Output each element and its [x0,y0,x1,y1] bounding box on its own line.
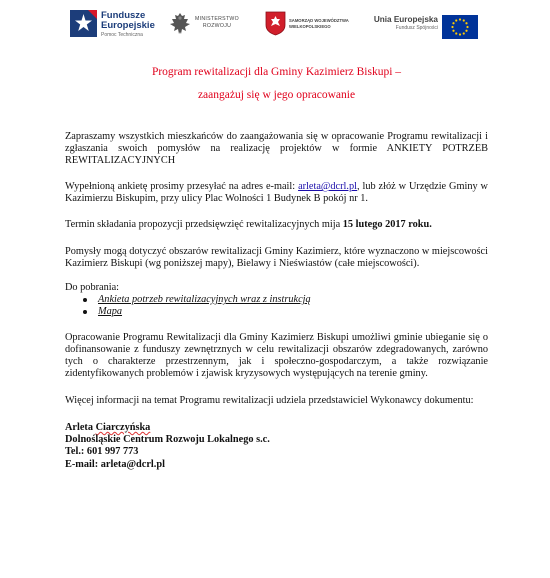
regional-shield-icon [265,11,286,36]
submission-email-link[interactable]: arleta@dcrl.pl [298,181,357,192]
contact-first-name: Arleta [65,422,94,433]
contact-email-line [65,459,488,471]
downloads-list [65,294,488,318]
program-benefits-paragraph: Opracowanie Programu Rewitalizacji dla Gminy Kazimierz Biskupi umożliwi gminie ubieganie się o dofinansowanie z funduszy zewnętrznych w celu rewitalizacji obszarów zdegradowanych, zarówno tych o charakterze przestrzennym, jak i społeczno-gospodarczym, a także rozwiązanie zidentyfikowanych problemów i zjawisk kryzysowych występujących na terenie gminy. [65,332,488,379]
fe-line2: Europejskie [101,20,155,31]
region-line1: SAMORZĄD WOJEWÓDZTWA [289,18,349,23]
contact-email[interactable]: arleta@dcrl.pl [100,458,165,470]
ministerstwo-rozwoju-logo [169,11,259,43]
submission-paragraph [65,181,488,205]
page-title-line2: zaangażuj się w jego opracowanie [197,89,356,101]
intro-paragraph: Zapraszamy wszystkich mieszkańców do zaangażowania się w opracowanie Programu rewitalizacji i zgłaszania swoich pomysłów na realizację projektów w formie ANKIETY POTRZEB REWITALIZACYJNYCH [65,131,488,166]
fundusze-europejskie-logo [70,10,160,42]
contact-signature [65,422,488,471]
areas-paragraph: Pomysły mogą dotyczyć obszarów rewitalizacji Gminy Kazimierz, które wyznaczono w miejscowości Kazimierz Biskupi (wg poniższej mapy), Bielawy i Nieświastów (całe miejscowości). [65,246,488,269]
page-title-line1: Program rewitalizacji dla Gminy Kazimierz Biskupi – [151,66,402,78]
list-item [98,294,488,306]
submission-text-before: Wypełnioną ankietę prosimy przesyłać na adres e-mail: [65,181,299,192]
contact-phone: Tel.: 601 997 773 [65,446,139,458]
contact-company: Dolnośląskie Centrum Rozwoju Lokalnego s.c. [65,434,270,446]
contact-name [65,422,488,434]
region-line2: WIELKOPOLSKIEGO [289,24,331,29]
region-logo-text [289,18,349,30]
polish-eagle-icon [169,11,191,37]
unia-europejska-logo [368,12,480,44]
deadline-paragraph [65,219,488,231]
ministry-logo-text [195,16,239,30]
deadline-date: 15 lutego 2017 roku. [342,219,432,230]
download-link-survey[interactable]: Ankieta potrzeb rewitalizacyjnych wraz z instrukcją [98,294,311,305]
samorzad-wielkopolskie-logo [265,11,355,43]
eu-logo-text [368,15,438,33]
submission-text-after: , lub złóż w Urzędzie Gminy w Kazimierzu Biskupim, przy ulicy Plac Wolności 1 Budynek B pokój nr 1. [65,181,488,204]
downloads-heading: Do pobrania: [65,282,120,293]
eu-line1: Unia Europejska [373,15,438,24]
ministry-line2: ROZWOJU [202,23,232,29]
logo-bar [0,0,550,50]
fe-logo-text [101,11,155,39]
contact-last-name: Ciarczyńska [95,422,151,433]
fe-line1: Fundusze [101,10,146,21]
deadline-text: Termin składania propozycji przedsięwzięć rewitalizacyjnych mija [65,219,343,230]
download-link-map[interactable]: Mapa [98,306,123,317]
more-info-paragraph: Więcej informacji na temat Programu rewitalizacji udziela przedstawiciel Wykonawcy dokumentu: [65,395,474,406]
contact-email-label: E-mail: [65,458,101,470]
fe-sub: Pomoc Techniczna [101,32,143,38]
eu-flag-icon [442,15,478,39]
document-body [65,65,488,471]
eu-sub: Fundusz Spójności [395,25,438,31]
fe-star-icon [70,10,97,37]
ministry-line1: MINISTERSTWO [195,16,239,22]
list-item [98,306,488,318]
